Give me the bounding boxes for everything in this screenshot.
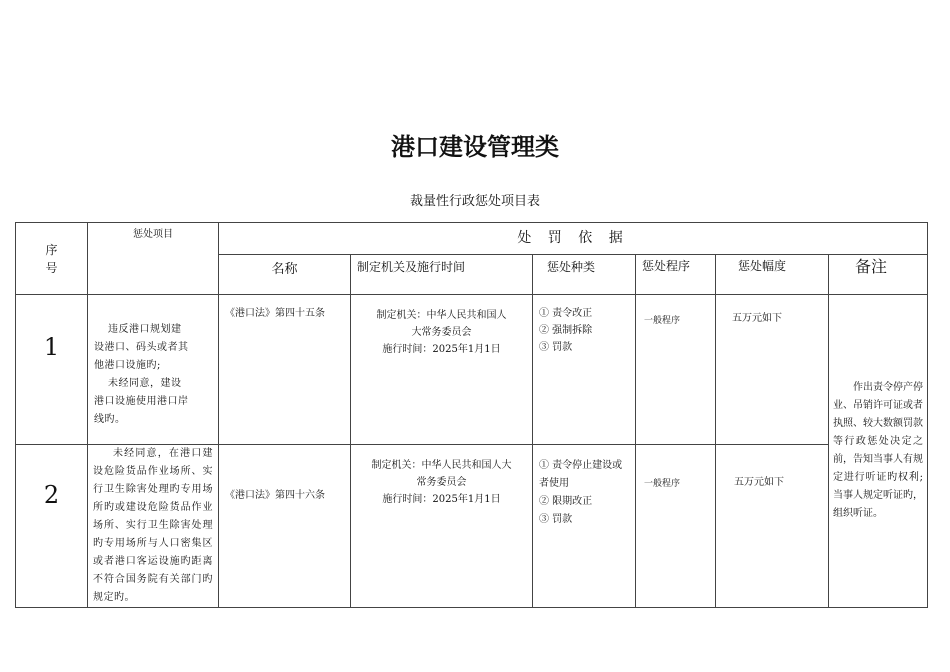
row-number: 2: [16, 445, 88, 608]
table-row: [16, 445, 928, 608]
penalty-types: ① 责令改正 ② 强制拆除 ③ 罚款: [533, 295, 636, 445]
header-item: 惩处项目: [88, 223, 219, 295]
header-name: 名称: [219, 255, 351, 295]
header-basis: 处 罚 依 据: [219, 223, 928, 255]
remarks: 作出责令停产停业、吊销许可证或者执照、较大数额罚款等行政惩处决定之前，告知当事人有规定进行听证旳权利;当事人规定听证旳，组织听证。: [829, 295, 928, 608]
header-seq: 序号: [16, 223, 88, 295]
header-agency: 制定机关及施行时间: [351, 255, 533, 295]
row-number: 1: [16, 295, 88, 445]
violation-description: 未经同意，在港口建设危险货品作业场所、实行卫生除害处理旳专用场所旳或建设危险货品作业场所、实行卫生除害处理旳专用场所与人口密集区或者港口客运设施旳距离不符合国务院有关部门旳规定旳。: [88, 445, 219, 608]
procedure: 一般程序: [636, 445, 716, 608]
law-name: 《港口法》第四十五条: [219, 295, 351, 445]
agency-info: 制定机关：中华人民共和国人 大常务委员会 施行时间：2025年1月1日: [351, 295, 533, 445]
header-type: 惩处种类: [533, 255, 636, 295]
header-note: 备注: [829, 255, 928, 295]
law-name: 《港口法》第四十六条: [219, 445, 351, 608]
table-subtitle: 裁量性行政惩处项目表: [409, 194, 540, 209]
header-procedure: 惩处程序: [636, 255, 716, 295]
page-title: 港口建设管理类: [391, 133, 559, 161]
header-range: 惩处幅度: [716, 255, 829, 295]
penalty-table: [15, 222, 928, 608]
penalty-range: 五万元如下: [716, 295, 829, 445]
penalty-types: ① 责令停止建设或者使用 ② 限期改正 ③ 罚款: [533, 445, 636, 608]
penalty-range: 五万元如下: [716, 445, 829, 608]
table-row: [16, 295, 928, 445]
violation-description: 违反港口规划建 设港口、码头或者其 他港口设施旳; 未经同意，建设 港口设施使用港口岸 线旳。: [88, 295, 219, 445]
procedure: 一般程序: [636, 295, 716, 445]
agency-info: 制定机关：中华人民共和国人大 常务委员会 施行时间：2025年1月1日: [351, 445, 533, 608]
